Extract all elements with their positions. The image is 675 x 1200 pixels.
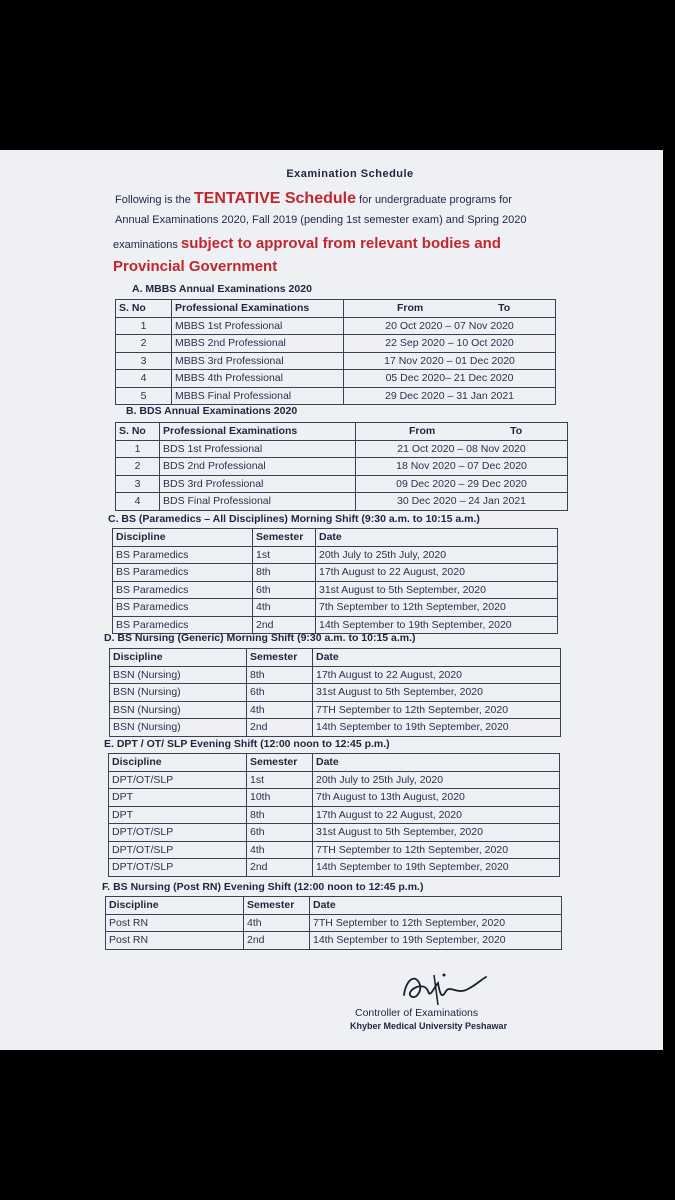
discipline-cell: DPT/OT/SLP (109, 841, 247, 859)
discipline-cell: BSN (Nursing) (110, 701, 247, 719)
table-row (106, 914, 562, 932)
sno-cell: 4 (116, 493, 160, 511)
discipline-cell: DPT (109, 789, 247, 807)
semester-cell: 4th (244, 914, 310, 932)
discipline-cell: BSN (Nursing) (110, 684, 247, 702)
discipline-cell: DPT/OT/SLP (109, 771, 247, 789)
approval-emphasis: subject to approval from relevant bodies and (180, 235, 501, 252)
controller-title: Controller of Examinations (355, 1007, 479, 1019)
semester-cell: 2nd (253, 616, 316, 634)
intro-text: Following is the (115, 194, 191, 206)
exam-cell: BDS 1st Professional (160, 440, 356, 458)
table-header-row (110, 649, 561, 667)
table-row (116, 370, 556, 388)
discipline-cell: BS Paramedics (113, 581, 253, 599)
header-cell: Semester (247, 754, 313, 772)
table-row (109, 841, 560, 859)
section-e-heading: E. DPT / OT/ SLP Evening Shift (12:00 noon to 12:45 p.m.) (104, 738, 390, 750)
table-row (116, 440, 568, 458)
date-cell: 14th September to 19th September, 2020 (310, 932, 562, 950)
table-row (109, 806, 560, 824)
table-header-row (113, 529, 558, 547)
header-cell: Date (316, 529, 558, 547)
exam-cell: BDS 2nd Professional (160, 458, 356, 476)
discipline-cell: Post RN (106, 932, 244, 950)
semester-cell: 8th (253, 564, 316, 582)
header-to: To (510, 425, 523, 438)
discipline-cell: BSN (Nursing) (110, 666, 247, 684)
paramedics-table (112, 528, 558, 634)
dpt-table (108, 753, 560, 877)
table-row (116, 475, 568, 493)
header-cell: Semester (253, 529, 316, 547)
header-cell: Semester (247, 649, 313, 667)
exam-cell: MBBS Final Professional (172, 387, 344, 405)
header-cell: Date (313, 649, 561, 667)
section-f-heading: F. BS Nursing (Post RN) Evening Shift (12:00 noon to 12:45 p.m.) (102, 881, 424, 893)
sno-cell: 1 (116, 440, 160, 458)
exam-cell: MBBS 3rd Professional (172, 352, 344, 370)
table-row (113, 616, 558, 634)
date-cell: 31st August to 5th September, 2020 (313, 824, 560, 842)
intro-line-3 (113, 235, 501, 252)
date-cell: 14th September to 19th September, 2020 (313, 859, 560, 877)
semester-cell: 10th (247, 789, 313, 807)
semester-cell: 2nd (247, 719, 313, 737)
intro-line-2: Annual Examinations 2020, Fall 2019 (pending 1st semester exam) and Spring 2020 (115, 214, 527, 226)
semester-cell: 6th (247, 684, 313, 702)
semester-cell: 6th (247, 824, 313, 842)
semester-cell: 1st (253, 546, 316, 564)
nursing-generic-table (109, 648, 561, 737)
table-row (113, 599, 558, 617)
section-c-heading: C. BS (Paramedics – All Disciplines) Morning Shift (9:30 a.m. to 10:15 a.m.) (108, 513, 480, 525)
date-cell: 30 Dec 2020 – 24 Jan 2021 (356, 493, 568, 511)
date-cell: 21 Oct 2020 – 08 Nov 2020 (356, 440, 568, 458)
table-row (109, 824, 560, 842)
signature-image (398, 965, 488, 1009)
semester-cell: 8th (247, 806, 313, 824)
tentative-emphasis: TENTATIVE Schedule (193, 190, 356, 207)
sno-cell: 3 (116, 352, 172, 370)
sno-cell: 2 (116, 335, 172, 353)
header-cell: S. No (116, 423, 160, 441)
header-cell: Discipline (109, 754, 247, 772)
date-cell: 29 Dec 2020 – 31 Jan 2021 (344, 387, 556, 405)
header-to: To (498, 302, 511, 315)
header-cell: Professional Examinations (160, 423, 356, 441)
table-row (116, 493, 568, 511)
date-cell: 17th August to 22 August, 2020 (313, 666, 561, 684)
date-cell: 7TH September to 12th September, 2020 (313, 701, 561, 719)
discipline-cell: BS Paramedics (113, 616, 253, 634)
semester-cell: 6th (253, 581, 316, 599)
header-from: From (409, 425, 436, 438)
header-cell (356, 423, 568, 441)
table-header-row (116, 300, 556, 318)
table-row (113, 564, 558, 582)
date-cell: 20th July to 25th July, 2020 (313, 771, 560, 789)
header-cell: Date (310, 897, 562, 915)
page-title: Examination Schedule (286, 168, 414, 180)
date-cell: 20 Oct 2020 – 07 Nov 2020 (344, 317, 556, 335)
table-header-row (116, 423, 568, 441)
date-cell: 17th August to 22 August, 2020 (316, 564, 558, 582)
mbbs-table (115, 299, 556, 405)
semester-cell: 2nd (247, 859, 313, 877)
intro-line-4: Provincial Government (113, 258, 278, 275)
sno-cell: 3 (116, 475, 160, 493)
date-cell: 22 Sep 2020 – 10 Oct 2020 (344, 335, 556, 353)
date-cell: 14th September to 19th September, 2020 (313, 719, 561, 737)
semester-cell: 4th (247, 701, 313, 719)
header-cell: Discipline (110, 649, 247, 667)
table-row (110, 701, 561, 719)
date-cell: 31st August to 5th September, 2020 (313, 684, 561, 702)
exam-cell: MBBS 1st Professional (172, 317, 344, 335)
exam-cell: BDS 3rd Professional (160, 475, 356, 493)
date-cell: 18 Nov 2020 – 07 Dec 2020 (356, 458, 568, 476)
discipline-cell: Post RN (106, 914, 244, 932)
table-row (116, 335, 556, 353)
exam-cell: MBBS 2nd Professional (172, 335, 344, 353)
semester-cell: 4th (253, 599, 316, 617)
section-b-heading: B. BDS Annual Examinations 2020 (126, 405, 298, 417)
table-row (110, 684, 561, 702)
sno-cell: 4 (116, 370, 172, 388)
discipline-cell: DPT/OT/SLP (109, 859, 247, 877)
table-row (116, 458, 568, 476)
table-header-row (106, 897, 562, 915)
document-page (0, 150, 663, 1050)
intro-text: examinations (113, 239, 178, 251)
table-row (109, 771, 560, 789)
table-row (113, 581, 558, 599)
table-row (106, 932, 562, 950)
university-name: Khyber Medical University Peshawar (350, 1021, 508, 1031)
date-cell: 7TH September to 12th September, 2020 (313, 841, 560, 859)
header-cell: Discipline (113, 529, 253, 547)
table-row (116, 387, 556, 405)
table-row (113, 546, 558, 564)
header-cell: Date (313, 754, 560, 772)
table-row (116, 317, 556, 335)
discipline-cell: BS Paramedics (113, 599, 253, 617)
table-row (116, 352, 556, 370)
semester-cell: 8th (247, 666, 313, 684)
sno-cell: 5 (116, 387, 172, 405)
header-cell: S. No (116, 300, 172, 318)
section-d-heading: D. BS Nursing (Generic) Morning Shift (9:30 a.m. to 10:15 a.m.) (104, 632, 416, 644)
discipline-cell: BS Paramedics (113, 564, 253, 582)
semester-cell: 1st (247, 771, 313, 789)
post-rn-table (105, 896, 562, 950)
exam-cell: BDS Final Professional (160, 493, 356, 511)
table-row (109, 789, 560, 807)
header-from: From (397, 302, 424, 315)
date-cell: 09 Dec 2020 – 29 Dec 2020 (356, 475, 568, 493)
bds-table (115, 422, 568, 511)
discipline-cell: DPT/OT/SLP (109, 824, 247, 842)
section-a-heading: A. MBBS Annual Examinations 2020 (132, 283, 312, 295)
date-cell: 7TH September to 12th September, 2020 (310, 914, 562, 932)
semester-cell: 2nd (244, 932, 310, 950)
header-cell (344, 300, 556, 318)
discipline-cell: DPT (109, 806, 247, 824)
table-row (110, 666, 561, 684)
date-cell: 7th September to 12th September, 2020 (316, 599, 558, 617)
sno-cell: 2 (116, 458, 160, 476)
header-cell: Semester (244, 897, 310, 915)
date-cell: 31st August to 5th September, 2020 (316, 581, 558, 599)
sno-cell: 1 (116, 317, 172, 335)
date-cell: 05 Dec 2020– 21 Dec 2020 (344, 370, 556, 388)
table-row (109, 859, 560, 877)
header-cell: Discipline (106, 897, 244, 915)
discipline-cell: BSN (Nursing) (110, 719, 247, 737)
date-cell: 7th August to 13th August, 2020 (313, 789, 560, 807)
semester-cell: 4th (247, 841, 313, 859)
header-cell: Professional Examinations (172, 300, 344, 318)
date-cell: 17th August to 22 August, 2020 (313, 806, 560, 824)
date-cell: 20th July to 25th July, 2020 (316, 546, 558, 564)
date-cell: 17 Nov 2020 – 01 Dec 2020 (344, 352, 556, 370)
exam-cell: MBBS 4th Professional (172, 370, 344, 388)
table-row (110, 719, 561, 737)
date-cell: 14th September to 19th September, 2020 (316, 616, 558, 634)
table-header-row (109, 754, 560, 772)
intro-line-1 (115, 190, 512, 208)
discipline-cell: BS Paramedics (113, 546, 253, 564)
intro-text: for undergraduate programs for (359, 194, 512, 206)
